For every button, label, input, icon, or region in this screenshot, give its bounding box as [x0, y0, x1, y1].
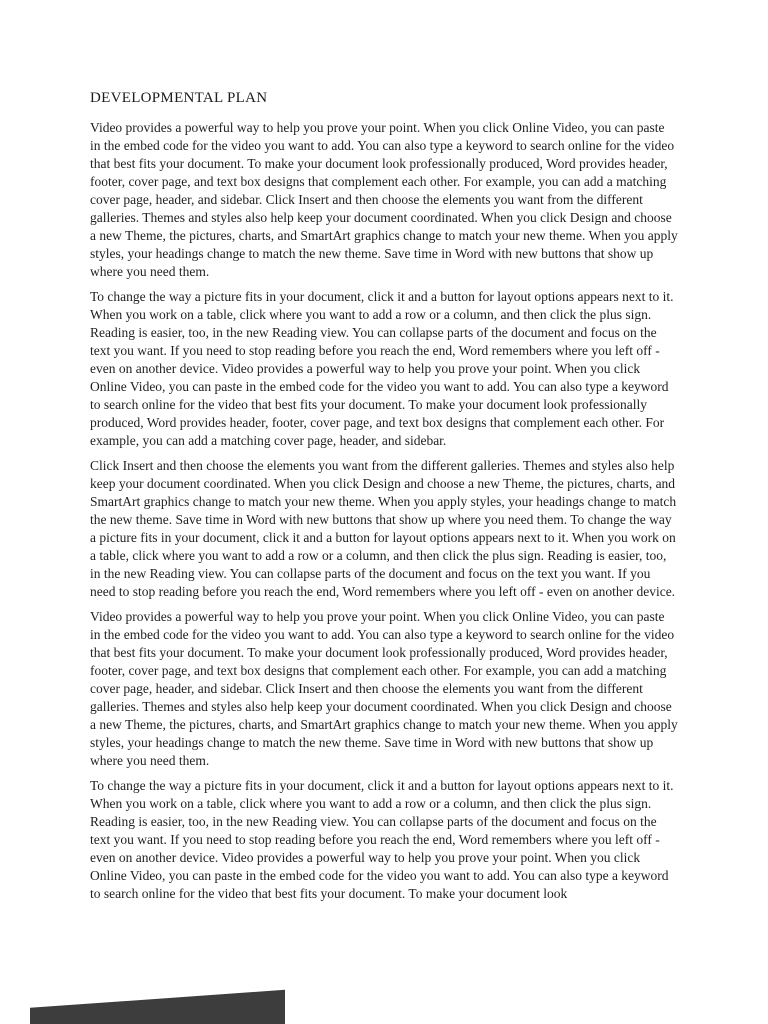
paragraph-3: Click Insert and then choose the elements you want from the different galleries. Themes and styles also help keep your document coordinated. When you click Design and choose a new Theme, the pictures, charts, and SmartArt graphics change to match your new theme. When you apply styles, your headings change to match the new theme. Save time in Word with new buttons that show up where you need them. To change the way a picture fits in your document, click it and a button for layout options appears next to it. When you work on a table, click where you want to add a row or a column, and then click the plus sign. Reading is easier, too, in the new Reading view. You can collapse parts of the document and focus on the text you want. If you need to stop reading before you reach the end, Word remembers where you left off - even on another device. [90, 458, 677, 599]
page-corner-artifact [30, 988, 285, 1024]
document-title: DEVELOPMENTAL PLAN [90, 90, 268, 106]
paragraph-2: To change the way a picture fits in your document, click it and a button for layout options appears next to it. When you work on a table, click where you want to add a row or a column, and then click the plus sign. Reading is easier, too, in the new Reading view. You can collapse parts of the document and focus on the text you want. If you need to stop reading before you reach the end, Word remembers where you left off - even on another device. Video provides a powerful way to help you prove your point. When you click Online Video, you can paste in the embed code for the video you want to add. You can also type a keyword to search online for the video that best fits your document. To make your document look professionally produced, Word provides header, footer, cover page, and text box designs that complement each other. For example, you can add a matching cover page, header, and sidebar. [90, 289, 674, 448]
paragraph-5: To change the way a picture fits in your document, click it and a button for layout options appears next to it. When you work on a table, click where you want to add a row or a column, and then click the plus sign. Reading is easier, too, in the new Reading view. You can collapse parts of the document and focus on the text you want. If you need to stop reading before you reach the end, Word remembers where you left off - even on another device. Video provides a powerful way to help you prove your point. When you click Online Video, you can paste in the embed code for the video you want to add. You can also type a keyword to search online for the video that best fits your document. To make your document look [90, 778, 674, 901]
paragraph-4: Video provides a powerful way to help you prove your point. When you click Online Video, you can paste in the embed code for the video you want to add. You can also type a keyword to search online for the video that best fits your document. To make your document look professionally produced, Word provides header, footer, cover page, and text box designs that complement each other. For example, you can add a matching cover page, header, and sidebar. Click Insert and then choose the elements you want from the different galleries. Themes and styles also help keep your document coordinated. When you click Design and choose a new Theme, the pictures, charts, and SmartArt graphics change to match your new theme. When you apply styles, your headings change to match the new theme. Save time in Word with new buttons that show up where you need them. [90, 609, 678, 768]
paragraph-1: Video provides a powerful way to help you prove your point. When you click Online Video, you can paste in the embed code for the video you want to add. You can also type a keyword to search online for the video that best fits your document. To make your document look professionally produced, Word provides header, footer, cover page, and text box designs that complement each other. For example, you can add a matching cover page, header, and sidebar. Click Insert and then choose the elements you want from the different galleries. Themes and styles also help keep your document coordinated. When you click Design and choose a new Theme, the pictures, charts, and SmartArt graphics change to match your new theme. When you apply styles, your headings change to match the new theme. Save time in Word with new buttons that show up where you need them. [90, 120, 678, 279]
